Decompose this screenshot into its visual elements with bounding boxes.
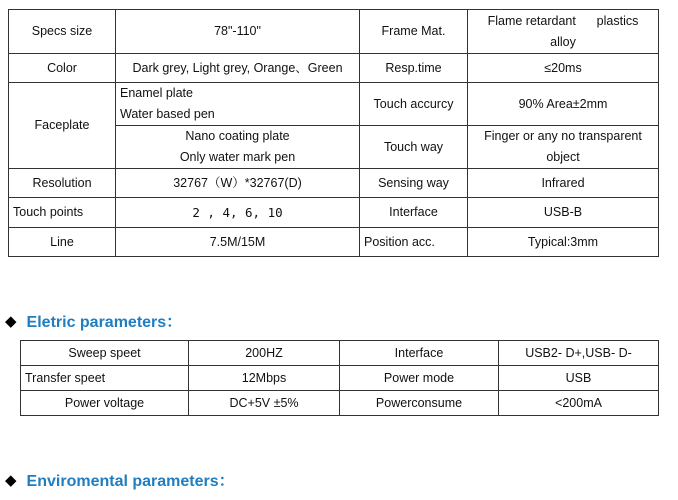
color-label: Color bbox=[9, 54, 116, 83]
faceplate-enamel-line-1: Enamel plate bbox=[120, 86, 193, 100]
transfer-speed-value: 12Mbps bbox=[189, 366, 340, 391]
table-row bbox=[9, 83, 659, 126]
frame-value-line-2: alloy bbox=[550, 34, 576, 49]
power-mode-label: Power mode bbox=[340, 366, 499, 391]
line-value: 7.5M/15M bbox=[116, 228, 360, 257]
resp-time-label: Resp.time bbox=[360, 54, 468, 83]
position-acc-label: Position acc. bbox=[360, 228, 468, 257]
sensing-way-label: Sensing way bbox=[360, 169, 468, 198]
environmental-heading-text: Enviromental parameters： bbox=[26, 473, 235, 490]
touch-points-label: Touch points bbox=[9, 198, 116, 228]
transfer-speed-label: Transfer speet bbox=[21, 366, 189, 391]
power-voltage-label: Power voltage bbox=[21, 391, 189, 416]
diamond-icon: ◆ bbox=[5, 471, 17, 489]
sensing-way-value: Infrared bbox=[468, 169, 659, 198]
specs-size-value: 78"-110" bbox=[116, 10, 360, 54]
table-row bbox=[9, 228, 659, 257]
table-row bbox=[9, 198, 659, 228]
line-label: Line bbox=[9, 228, 116, 257]
color-value: Dark grey, Light grey, Orange、Green bbox=[116, 54, 360, 83]
sweep-speed-value: 200HZ bbox=[189, 341, 340, 366]
faceplate-nano-line-2: Only water mark pen bbox=[179, 150, 296, 164]
resolution-label: Resolution bbox=[9, 169, 116, 198]
interface-value: USB-B bbox=[468, 198, 659, 228]
interface-label: Interface bbox=[340, 341, 499, 366]
power-consume-value: <200mA bbox=[499, 391, 659, 416]
electric-table bbox=[20, 340, 659, 416]
touch-way-line-2: object bbox=[546, 150, 580, 164]
frame-value bbox=[468, 10, 659, 54]
resp-time-value: ≤20ms bbox=[468, 54, 659, 83]
faceplate-nano-line-1: Nano coating plate bbox=[185, 129, 290, 143]
frame-value-line-1: Flame retardant plastics bbox=[487, 13, 639, 28]
table-row bbox=[9, 54, 659, 83]
faceplate-option-nano bbox=[116, 126, 360, 169]
faceplate-option-enamel bbox=[116, 83, 360, 126]
environmental-section-heading bbox=[5, 468, 235, 491]
touch-accuracy-label: Touch accurcy bbox=[360, 83, 468, 126]
table-row bbox=[21, 366, 659, 391]
table-row bbox=[9, 169, 659, 198]
resolution-value: 32767（W）*32767(D) bbox=[116, 169, 360, 198]
position-acc-value: Typical:3mm bbox=[468, 228, 659, 257]
faceplate-label: Faceplate bbox=[9, 83, 116, 169]
table-row bbox=[21, 341, 659, 366]
faceplate-enamel-line-2: Water based pen bbox=[120, 107, 215, 121]
specs-size-label: Specs size bbox=[9, 10, 116, 54]
power-voltage-value: DC+5V ±5% bbox=[189, 391, 340, 416]
table-row bbox=[9, 10, 659, 54]
electric-section-heading bbox=[5, 309, 182, 332]
sweep-speed-label: Sweep speet bbox=[21, 341, 189, 366]
power-mode-value: USB bbox=[499, 366, 659, 391]
touch-accuracy-value: 90% Area±2mm bbox=[468, 83, 659, 126]
electric-heading-text: Eletric parameters： bbox=[26, 314, 183, 331]
touch-way-label: Touch way bbox=[360, 126, 468, 169]
diamond-icon: ◆ bbox=[5, 312, 17, 330]
table-row bbox=[21, 391, 659, 416]
touch-way-line-1: Finger or any no transparent bbox=[484, 129, 642, 143]
touch-points-value: 2 , 4, 6, 10 bbox=[116, 198, 360, 228]
interface-value: USB2- D+,USB- D- bbox=[499, 341, 659, 366]
touch-way-value bbox=[468, 126, 659, 169]
power-consume-label: Powerconsume bbox=[340, 391, 499, 416]
specs-table bbox=[8, 9, 659, 257]
interface-label: Interface bbox=[360, 198, 468, 228]
frame-label: Frame Mat. bbox=[360, 10, 468, 54]
